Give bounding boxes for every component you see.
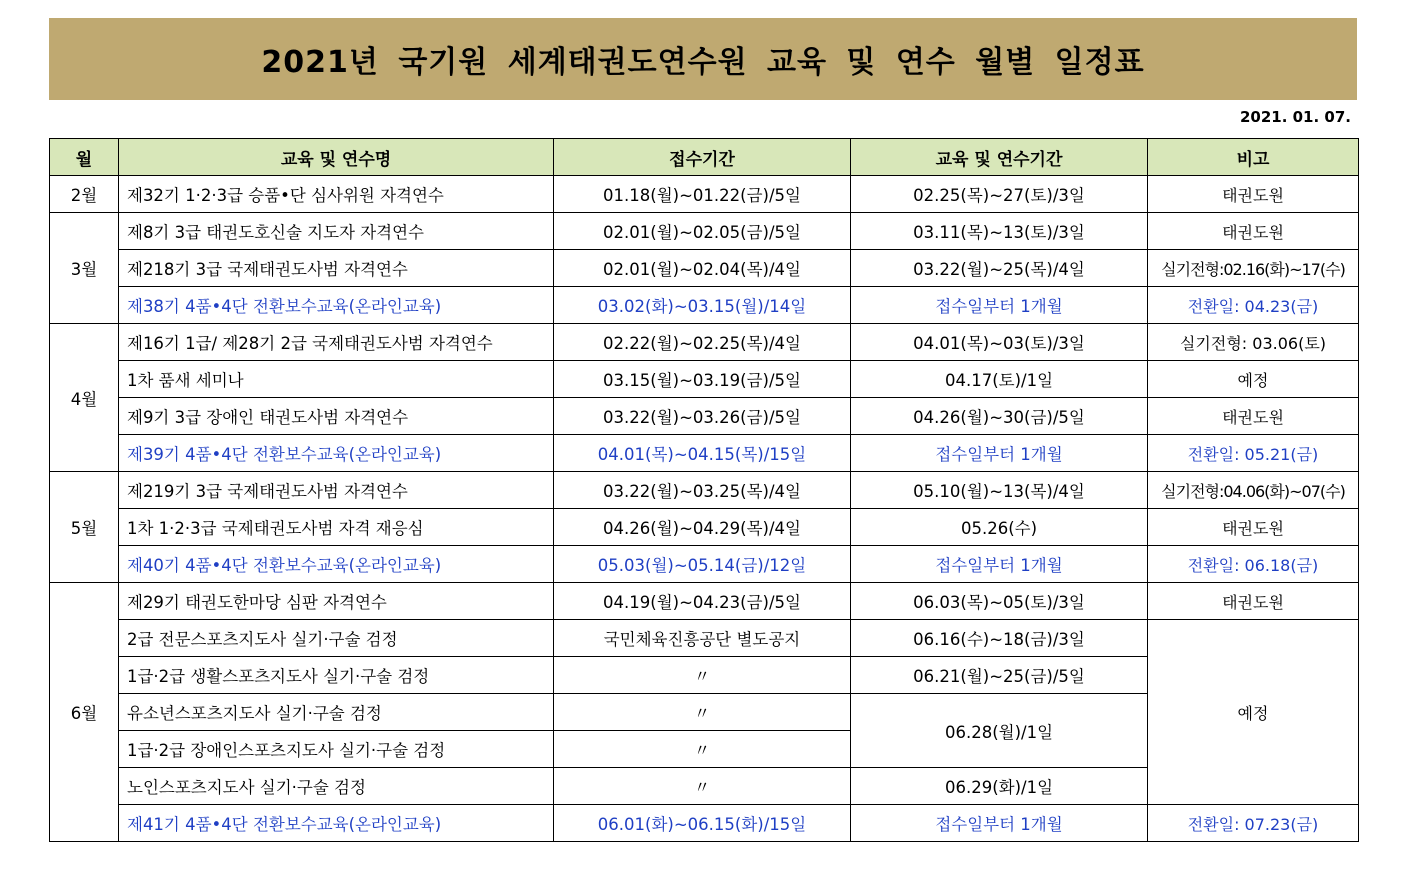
course-name: 제218기 3급 국제태권도사범 자격연수 — [119, 250, 554, 287]
note-cell: 태권도원 — [1148, 583, 1359, 620]
header-month: 월 — [50, 139, 119, 176]
registration-period: 03.02(화)~03.15(월)/14일 — [554, 287, 851, 324]
schedule-table — [49, 138, 1359, 842]
note-cell: 실기전형:02.16(화)~17(수) — [1148, 250, 1359, 287]
month-cell: 3월 — [50, 213, 119, 324]
header-registration: 접수기간 — [554, 139, 851, 176]
table-row — [50, 435, 1359, 472]
training-period: 04.01(목)~03(토)/3일 — [851, 324, 1148, 361]
table-header-row — [50, 139, 1359, 176]
registration-period: 〃 — [554, 731, 851, 768]
course-name: 제41기 4품•4단 전환보수교육(온라인교육) — [119, 805, 554, 842]
note-cell: 실기전형:04.06(화)~07(수) — [1148, 472, 1359, 509]
table-row — [50, 546, 1359, 583]
course-name: 2급 전문스포츠지도사 실기·구술 검정 — [119, 620, 554, 657]
note-cell: 실기전형: 03.06(토) — [1148, 324, 1359, 361]
course-name: 제16기 1급/ 제28기 2급 국제태권도사범 자격연수 — [119, 324, 554, 361]
course-name: 제32기 1·2·3급 승품•단 심사위원 자격연수 — [119, 176, 554, 213]
note-cell: 태권도원 — [1148, 213, 1359, 250]
table-row — [50, 583, 1359, 620]
table-row — [50, 213, 1359, 250]
training-period: 02.25(목)~27(토)/3일 — [851, 176, 1148, 213]
table-row — [50, 324, 1359, 361]
course-name: 1급·2급 생활스포츠지도사 실기·구술 검정 — [119, 657, 554, 694]
training-period: 06.28(월)/1일 — [851, 694, 1148, 768]
training-period: 06.21(월)~25(금)/5일 — [851, 657, 1148, 694]
registration-period: 02.22(월)~02.25(목)/4일 — [554, 324, 851, 361]
course-name: 제39기 4품•4단 전환보수교육(온라인교육) — [119, 435, 554, 472]
course-name: 제38기 4품•4단 전환보수교육(온라인교육) — [119, 287, 554, 324]
note-cell: 태권도원 — [1148, 176, 1359, 213]
training-period: 06.16(수)~18(금)/3일 — [851, 620, 1148, 657]
registration-period: 〃 — [554, 694, 851, 731]
registration-period: 〃 — [554, 657, 851, 694]
registration-period: 국민체육진흥공단 별도공지 — [554, 620, 851, 657]
title-banner — [49, 18, 1357, 100]
registration-period: 04.19(월)~04.23(금)/5일 — [554, 583, 851, 620]
registration-period: 〃 — [554, 768, 851, 805]
training-period: 접수일부터 1개월 — [851, 287, 1148, 324]
training-period: 05.10(월)~13(목)/4일 — [851, 472, 1148, 509]
training-period: 04.26(월)~30(금)/5일 — [851, 398, 1148, 435]
month-cell: 5월 — [50, 472, 119, 583]
registration-period: 03.22(월)~03.25(목)/4일 — [554, 472, 851, 509]
note-cell: 전환일: 07.23(금) — [1148, 805, 1359, 842]
registration-period: 04.26(월)~04.29(목)/4일 — [554, 509, 851, 546]
training-period: 접수일부터 1개월 — [851, 546, 1148, 583]
training-period: 05.26(수) — [851, 509, 1148, 546]
training-period: 03.22(월)~25(목)/4일 — [851, 250, 1148, 287]
course-name: 제8기 3급 태권도호신술 지도자 자격연수 — [119, 213, 554, 250]
note-cell: 예정 — [1148, 620, 1359, 805]
registration-period: 01.18(월)~01.22(금)/5일 — [554, 176, 851, 213]
table-row — [50, 509, 1359, 546]
month-cell: 6월 — [50, 583, 119, 842]
note-cell: 태권도원 — [1148, 509, 1359, 546]
month-cell: 4월 — [50, 324, 119, 472]
note-cell: 예정 — [1148, 361, 1359, 398]
registration-period: 03.15(월)~03.19(금)/5일 — [554, 361, 851, 398]
table-row — [50, 287, 1359, 324]
table-row — [50, 398, 1359, 435]
training-period: 03.11(목)~13(토)/3일 — [851, 213, 1148, 250]
registration-period: 04.01(목)~04.15(목)/15일 — [554, 435, 851, 472]
course-name: 1차 품새 세미나 — [119, 361, 554, 398]
registration-period: 06.01(화)~06.15(화)/15일 — [554, 805, 851, 842]
table-row — [50, 805, 1359, 842]
header-period: 교육 및 연수기간 — [851, 139, 1148, 176]
table-row — [50, 472, 1359, 509]
registration-period: 05.03(월)~05.14(금)/12일 — [554, 546, 851, 583]
training-period: 접수일부터 1개월 — [851, 805, 1148, 842]
month-cell: 2월 — [50, 176, 119, 213]
course-name: 1급·2급 장애인스포츠지도사 실기·구술 검정 — [119, 731, 554, 768]
course-name: 제9기 3급 장애인 태권도사범 자격연수 — [119, 398, 554, 435]
table-row — [50, 176, 1359, 213]
table-row — [50, 620, 1359, 657]
training-period: 04.17(토)/1일 — [851, 361, 1148, 398]
page-title: 2021년 국기원 세계태권도연수원 교육 및 연수 월별 일정표 — [261, 45, 1145, 80]
note-cell: 전환일: 04.23(금) — [1148, 287, 1359, 324]
note-cell: 전환일: 05.21(금) — [1148, 435, 1359, 472]
course-name: 유소년스포츠지도사 실기·구술 검정 — [119, 694, 554, 731]
training-period: 접수일부터 1개월 — [851, 435, 1148, 472]
course-name: 제219기 3급 국제태권도사범 자격연수 — [119, 472, 554, 509]
registration-period: 02.01(월)~02.04(목)/4일 — [554, 250, 851, 287]
header-note: 비고 — [1148, 139, 1359, 176]
course-name: 제40기 4품•4단 전환보수교육(온라인교육) — [119, 546, 554, 583]
training-period: 06.29(화)/1일 — [851, 768, 1148, 805]
course-name: 제29기 태권도한마당 심판 자격연수 — [119, 583, 554, 620]
header-name: 교육 및 연수명 — [119, 139, 554, 176]
course-name: 노인스포츠지도사 실기·구술 검정 — [119, 768, 554, 805]
registration-period: 03.22(월)~03.26(금)/5일 — [554, 398, 851, 435]
registration-period: 02.01(월)~02.05(금)/5일 — [554, 213, 851, 250]
course-name: 1차 1·2·3급 국제태권도사범 자격 재응심 — [119, 509, 554, 546]
table-row — [50, 250, 1359, 287]
table-row — [50, 361, 1359, 398]
note-cell: 전환일: 06.18(금) — [1148, 546, 1359, 583]
document-date: 2021. 01. 07. — [1239, 108, 1351, 126]
note-cell: 태권도원 — [1148, 398, 1359, 435]
training-period: 06.03(목)~05(토)/3일 — [851, 583, 1148, 620]
